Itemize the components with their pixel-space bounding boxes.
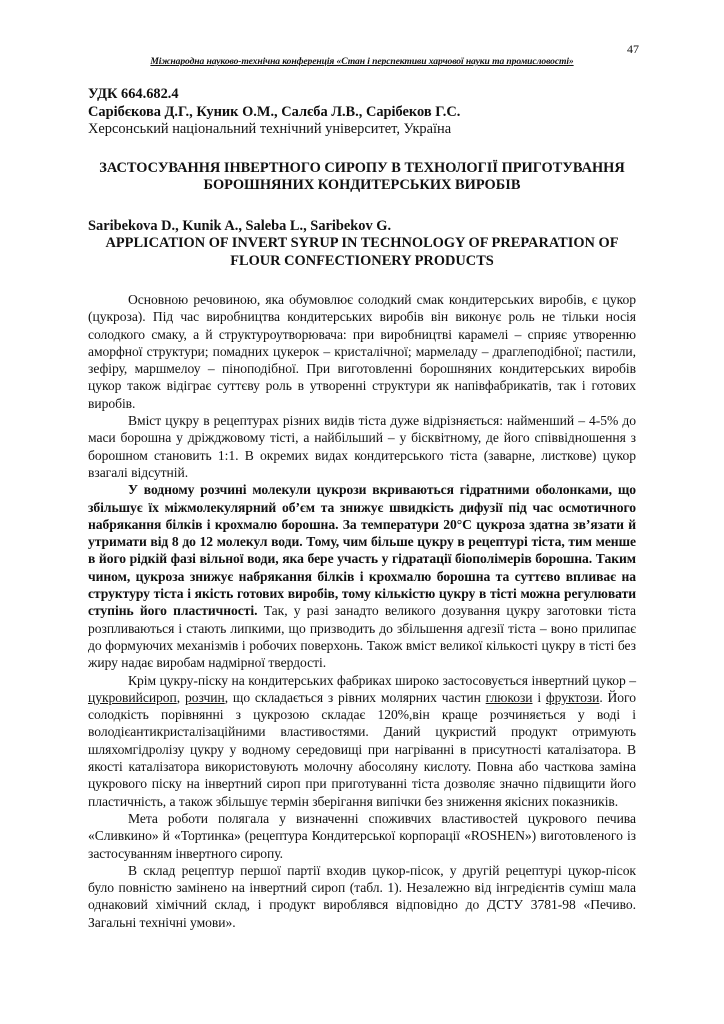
udc-code: УДК 664.682.4 bbox=[88, 86, 179, 102]
term-link-glucose[interactable]: глюкози bbox=[485, 689, 533, 705]
authors-en: Saribekova D., Kunik A., Saleba L., Saribekov G. bbox=[88, 217, 392, 234]
paragraph-4-part-d: і bbox=[532, 689, 546, 705]
paragraph-5: Мета роботи полягала у визначенні споживчих властивостей цукрового печива «Сливкино» й «Тортинка» (рецептура Кондитерської корпорації «ROSHEN») виготовленого із застосуванням інвертного сиропу. bbox=[88, 810, 636, 861]
paragraph-6: В склад рецептур першої партії входив цукор-пісок, у другій рецептурі цукор-пісок було повністю замінено на інвертний сироп (табл. 1). Незалежно від інгредієнтів суміш мала однаковий хімічний склад, і продукт вироблявся відповідно до ДСТУ 3781-98 «Печиво. Загальні технічні умови». bbox=[88, 862, 636, 930]
term-link-sugar-syrup[interactable]: цукровийсироп bbox=[88, 689, 177, 705]
conference-running-header: Міжнародна науково-технічна конференція «Стан і перспективи харчової науки та промисловості» bbox=[150, 56, 574, 67]
paragraph-4-part-e: . Його солодкість порівнянні з цукрозою складає 120%,він краще розчиняється у воді і володієантикристалізаційними властивостями. Даний цукристий продукт отримують шляхомгідролізу цукру у водному середовищі при нагріванні в присутності каталізатора. В якості каталізатора використовують молочну абосоляну кислоту. Повна або часткова заміна цукрового піску на інвертний сироп при приготуванні тіста дозволяє значно підвищити його пластичність, а також збільшує термін зберігання випічки без зниження якісних показників. bbox=[88, 689, 636, 809]
paragraph-3 bbox=[88, 481, 636, 671]
paragraph-3-bold-lead: У водному розчині молекули цукрози вкриваються гідратними оболонками, що збільшує їх міжмолекулярний об’єм та знижує швидкість дифузії під час осмотичного набрякання білків і крохмалю борошна. За температури 20°С цукроза здатна зв’язати й утримати від 8 до 12 молекул води. Тому, чим більше цукру в рецептурі тіста, тим менше в його рідкій фазі вільної води, яка бере участь у гідратації біополімерів борошна. Таким чином, цукроза знижує набрякання білків і крохмалю борошна та суттєво впливає на структуру тіста і якість готових виробів, тому кількістю цукру в тісті можна регулювати ступінь його пластичності. bbox=[88, 482, 636, 619]
paragraph-2: Вміст цукру в рецептурах різних видів тіста дуже відрізняється: найменший – 4-5% до маси борошна у дріжджовому тісті, а найбільший – у бісквітному, де його співвідношення з борошном становить 1:1. В окремих видах кондитерського тіста (заварне, листкове) цукор взагалі відсутній. bbox=[88, 413, 636, 480]
authors-ua: Сарібєкова Д.Г., Куник О.М., Салєба Л.В., Сарібеков Г.С. bbox=[88, 103, 461, 120]
term-link-solution[interactable]: розчин bbox=[184, 689, 225, 705]
article-title-ua: ЗАСТОСУВАННЯ ІНВЕРТНОГО СИРОПУ В ТЕХНОЛОГІЇ ПРИГОТУВАННЯ БОРОШНЯНИХ КОНДИТЕРСЬКИХ ВИРОБІВ bbox=[99, 159, 625, 193]
paragraph-4 bbox=[88, 672, 636, 810]
article-body bbox=[88, 291, 636, 931]
paragraph-1: Основною речовиною, яка обумовлює солодкий смак кондитерських виробів, є цукор (цукроза). Під час виробництва кондитерських виробів він виконує роль не тільки носія солодкого смаку, а й структуроутворювача: при виробництві карамелі – сприяє утворенню аморфної структури; помадних цукерок – кристалічної; мармеладу – драглеподібної; пастили, зефіру, маршмелоу – піноподібної. При виготовленні борошняних кондитерських виробів цукор також відіграє суттєву роль в утворенні структури як напівфабрикатів, так і готових виробів. bbox=[88, 292, 636, 411]
term-link-fructose[interactable]: фруктози bbox=[545, 689, 600, 705]
affiliation: Херсонський національний технічний університет, Україна bbox=[88, 121, 452, 137]
paragraph-4-part-c: , що складається з рівних молярних частин bbox=[224, 689, 486, 705]
paragraph-4-part-b: , bbox=[176, 689, 185, 705]
paragraph-3-rest: Так, у разі занадто великого дозування цукру заготовки тіста розпливаються і стають липкими, що призводить до збільшення адгезії тіста – воно прилипає до формуючих механізмів і робочих поверхонь. Також вміст великої кількості цукру в тісті без жиру надає виробам надмірної твердості. bbox=[88, 603, 636, 671]
article-content bbox=[88, 86, 636, 931]
page-number: 47 bbox=[627, 42, 639, 56]
article-title-en: APPLICATION OF INVERT SYRUP IN TECHNOLOGY OF PREPARATION OF FLOUR CONFECTIONERY PRODUCTS bbox=[105, 235, 619, 269]
paragraph-4-part-a: Крім цукру-піску на кондитерських фабриках широко застосовується інвертний цукор – bbox=[128, 672, 636, 688]
